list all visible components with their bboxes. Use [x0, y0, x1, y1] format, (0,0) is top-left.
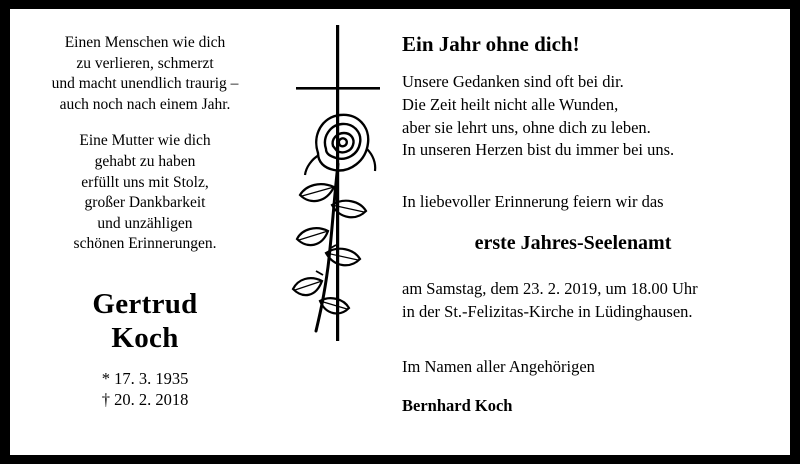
right-column	[402, 9, 790, 455]
deceased-name	[10, 287, 280, 355]
verse-block-2	[10, 131, 280, 255]
birth-date: * 17. 3. 1935	[101, 368, 189, 388]
verse-line: und macht unendlich traurig –	[51, 75, 239, 93]
life-dates	[10, 368, 280, 412]
verse-line: Eine Mutter wie dich	[79, 132, 211, 150]
stanza-line: In unseren Herzen bist du immer bei uns.	[402, 140, 675, 160]
verse-line: gehabt zu haben	[94, 153, 196, 171]
stanza-line: aber sie lehrt uns, ohne dich zu leben.	[402, 117, 651, 137]
service-title: erste Jahres-Seelenamt	[474, 232, 672, 255]
verse-line: großer Dankbarkeit	[84, 194, 206, 212]
stanza-line: Die Zeit heilt nicht alle Wunden,	[402, 94, 619, 114]
left-column	[10, 9, 280, 455]
verse-line: zu verlieren, schmerzt	[76, 54, 214, 72]
deceased-first-name: Gertrud	[92, 288, 198, 321]
obituary-inner	[10, 9, 790, 455]
headline: Ein Jahr ohne dich!	[402, 32, 580, 56]
verse-line: und unzähligen	[97, 214, 193, 232]
service-intro: In liebevoller Erinnerung feiern wir das	[402, 192, 664, 212]
service-location: in der St.-Felizitas-Kirche in Lüdinghausen.	[402, 302, 693, 322]
service-date-time: am Samstag, dem 23. 2. 2019, um 18.00 Uhr	[402, 279, 698, 299]
stanza-line: Unsere Gedanken sind oft bei dir.	[402, 72, 624, 92]
verse-block-1	[10, 33, 280, 115]
verse-line: auch noch nach einem Jahr.	[59, 95, 231, 113]
verse-line: erfüllt uns mit Stolz,	[81, 173, 209, 191]
memorial-stanza	[402, 71, 790, 162]
verse-line: Einen Menschen wie dich	[64, 34, 226, 51]
service-details	[402, 277, 790, 323]
deceased-last-name: Koch	[111, 322, 179, 355]
verse-line: schönen Erinnerungen.	[73, 235, 217, 253]
closing-line: Im Namen aller Angehörigen	[402, 357, 595, 377]
signature: Bernhard Koch	[402, 396, 513, 416]
death-date: † 20. 2. 2018	[101, 390, 189, 410]
cross-with-rose-icon	[272, 9, 400, 455]
